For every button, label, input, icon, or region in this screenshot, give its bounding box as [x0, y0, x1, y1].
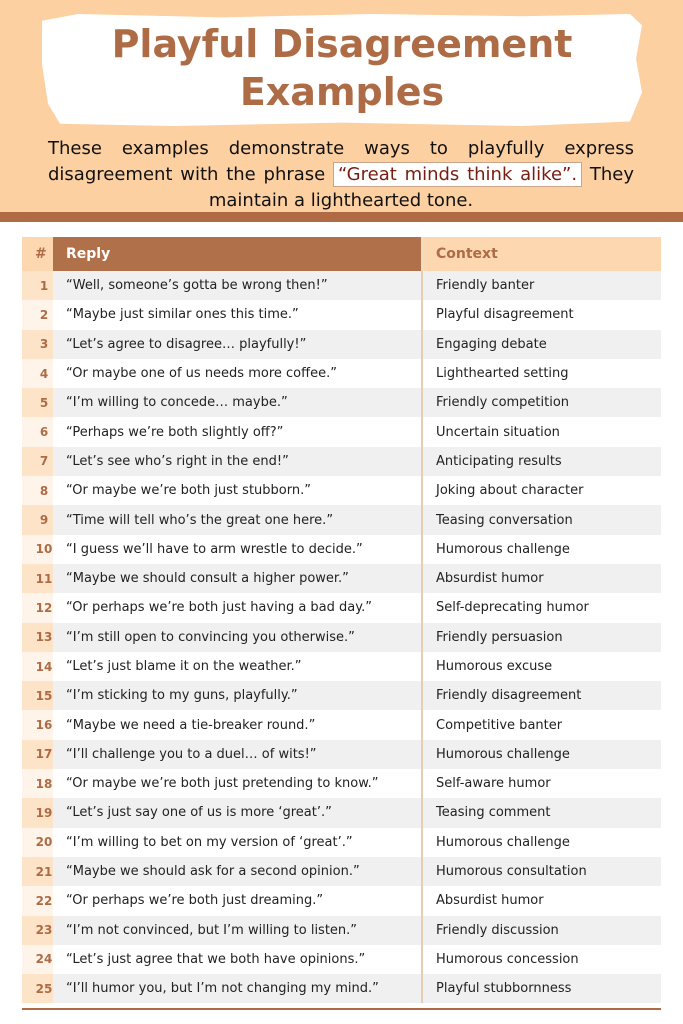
- context-cell: Lighthearted setting: [436, 366, 569, 382]
- examples-table: [22, 237, 661, 1003]
- intro-text-before: These examples demonstrate ways to playfully express disagreement with the phrase: [48, 138, 634, 185]
- table-row: [22, 945, 661, 974]
- row-number: 15: [22, 681, 53, 710]
- table-row: [22, 535, 661, 564]
- reply-cell: “Or perhaps we’re both just having a bad day.”: [53, 593, 422, 622]
- table-row: [22, 271, 661, 300]
- reply-cell: “Or maybe one of us needs more coffee.”: [53, 359, 422, 388]
- row-number: 23: [22, 916, 53, 945]
- context-cell: Self-deprecating humor: [436, 600, 589, 616]
- context-cell: Humorous challenge: [436, 834, 570, 850]
- reply-cell: “Or maybe we’re both just pretending to know.”: [53, 769, 422, 798]
- row-number: 25: [22, 974, 53, 1003]
- reply-cell: “Let’s agree to disagree… playfully!”: [53, 330, 422, 359]
- row-number: 13: [22, 623, 53, 652]
- context-cell: Humorous concession: [436, 951, 579, 967]
- context-cell: Joking about character: [436, 483, 584, 499]
- table-row: [22, 798, 661, 827]
- page-title: Playful Disagreement Examples: [111, 22, 573, 114]
- row-number: 9: [22, 505, 53, 534]
- header-divider: [0, 212, 683, 222]
- reply-cell: “I’m sticking to my guns, playfully.”: [53, 681, 422, 710]
- row-number: 5: [22, 388, 53, 417]
- context-cell: Humorous consultation: [422, 857, 661, 886]
- reply-cell: “Let’s see who’s right in the end!”: [53, 447, 422, 476]
- reply-cell: “Perhaps we’re both slightly off?”: [53, 417, 422, 446]
- context-cell: Friendly persuasion: [422, 623, 661, 652]
- context-cell: Absurdist humor: [436, 893, 544, 909]
- context-cell: Friendly banter: [422, 271, 661, 300]
- context-cell: Competitive banter: [436, 717, 563, 733]
- reply-cell: “Let’s just say one of us is more ‘great’.”: [53, 798, 422, 827]
- table-row: [22, 476, 661, 505]
- row-number: 21: [22, 857, 53, 886]
- reply-cell: “I’ll challenge you to a duel… of wits!”: [53, 740, 422, 769]
- reply-cell: “Maybe we should ask for a second opinion.”: [53, 857, 422, 886]
- reply-cell: “Let’s just agree that we both have opinions.”: [53, 945, 422, 974]
- row-number: 3: [22, 330, 53, 359]
- intro-paragraph: [48, 136, 634, 214]
- row-number: 19: [22, 798, 53, 827]
- reply-cell: “I’m still open to convincing you otherwise.”: [53, 623, 422, 652]
- context-cell: Friendly discussion: [422, 916, 661, 945]
- table-row: [22, 916, 661, 945]
- row-number: 7: [22, 447, 53, 476]
- table-bottom-divider: [22, 1008, 661, 1010]
- highlighted-phrase: “Great minds think alike”.: [333, 162, 582, 187]
- row-number: 14: [22, 652, 53, 681]
- row-number: 11: [22, 564, 53, 593]
- table-row: [22, 623, 661, 652]
- reply-cell: “I’ll humor you, but I’m not changing my mind.”: [53, 974, 422, 1003]
- reply-cell: “I’m willing to bet on my version of ‘great’.”: [53, 828, 422, 857]
- table-row: [22, 593, 661, 622]
- table-row: [22, 564, 661, 593]
- context-cell: Absurdist humor: [422, 564, 661, 593]
- context-cell: Humorous challenge: [436, 541, 570, 557]
- reply-cell: “Or perhaps we’re both just dreaming.”: [53, 886, 422, 915]
- table-row: [22, 974, 661, 1003]
- context-cell: Uncertain situation: [436, 424, 560, 440]
- table-body: [22, 271, 661, 1003]
- row-number: 17: [22, 740, 53, 769]
- context-cell: Playful disagreement: [436, 307, 574, 323]
- context-cell: Self-aware humor: [436, 776, 551, 792]
- row-number: 1: [22, 271, 53, 300]
- table-row: [22, 857, 661, 886]
- table-header-row: [22, 237, 661, 271]
- row-number: 18: [22, 769, 53, 798]
- table-row: [22, 417, 661, 446]
- row-number: 2: [22, 300, 53, 329]
- reply-cell: “I guess we’ll have to arm wrestle to decide.”: [53, 535, 422, 564]
- reply-cell: “I’m not convinced, but I’m willing to listen.”: [53, 916, 422, 945]
- context-cell: Teasing conversation: [422, 505, 661, 534]
- context-cell: Friendly competition: [422, 388, 661, 417]
- table-row: [22, 710, 661, 739]
- row-number: 24: [22, 945, 53, 974]
- context-cell: Humorous excuse: [436, 659, 553, 674]
- row-number: 20: [22, 828, 53, 857]
- reply-cell: “Let’s just blame it on the weather.”: [53, 652, 422, 681]
- row-number: 8: [22, 476, 53, 505]
- intro-text-after: They maintain a lighthearted tone.: [208, 164, 634, 211]
- table-row: [22, 828, 661, 857]
- table-row: [22, 388, 661, 417]
- row-number: 16: [22, 710, 53, 739]
- table-row: [22, 300, 661, 329]
- row-number: 22: [22, 886, 53, 915]
- table-row: [22, 359, 661, 388]
- context-cell: Teasing comment: [422, 798, 661, 827]
- row-number: 4: [22, 359, 53, 388]
- column-header-reply: Reply: [53, 237, 422, 271]
- table-row: [22, 652, 661, 681]
- table-row: [22, 681, 661, 710]
- row-number: 12: [22, 593, 53, 622]
- reply-cell: “Maybe just similar ones this time.”: [53, 300, 422, 329]
- row-number: 6: [22, 417, 53, 446]
- context-cell: Engaging debate: [422, 330, 661, 359]
- table-row: [22, 330, 661, 359]
- column-header-number: #: [22, 237, 53, 271]
- context-cell: Friendly disagreement: [422, 681, 661, 710]
- table-row: [22, 886, 661, 915]
- table-row: [22, 447, 661, 476]
- context-cell: Humorous challenge: [422, 740, 661, 769]
- context-cell: Anticipating results: [422, 447, 661, 476]
- table-row: [22, 769, 661, 798]
- column-header-context: Context: [422, 237, 661, 271]
- reply-cell: “I’m willing to concede… maybe.”: [53, 388, 422, 417]
- table-row: [22, 505, 661, 534]
- table-row: [22, 740, 661, 769]
- reply-cell: “Time will tell who’s the great one here.”: [53, 505, 422, 534]
- context-cell: Playful stubbornness: [422, 974, 661, 1003]
- reply-cell: “Or maybe we’re both just stubborn.”: [53, 476, 422, 505]
- reply-cell: “Well, someone’s gotta be wrong then!”: [53, 271, 422, 300]
- row-number: 10: [22, 535, 53, 564]
- reply-cell: “Maybe we need a tie-breaker round.”: [53, 710, 422, 739]
- reply-cell: “Maybe we should consult a higher power.”: [53, 564, 422, 593]
